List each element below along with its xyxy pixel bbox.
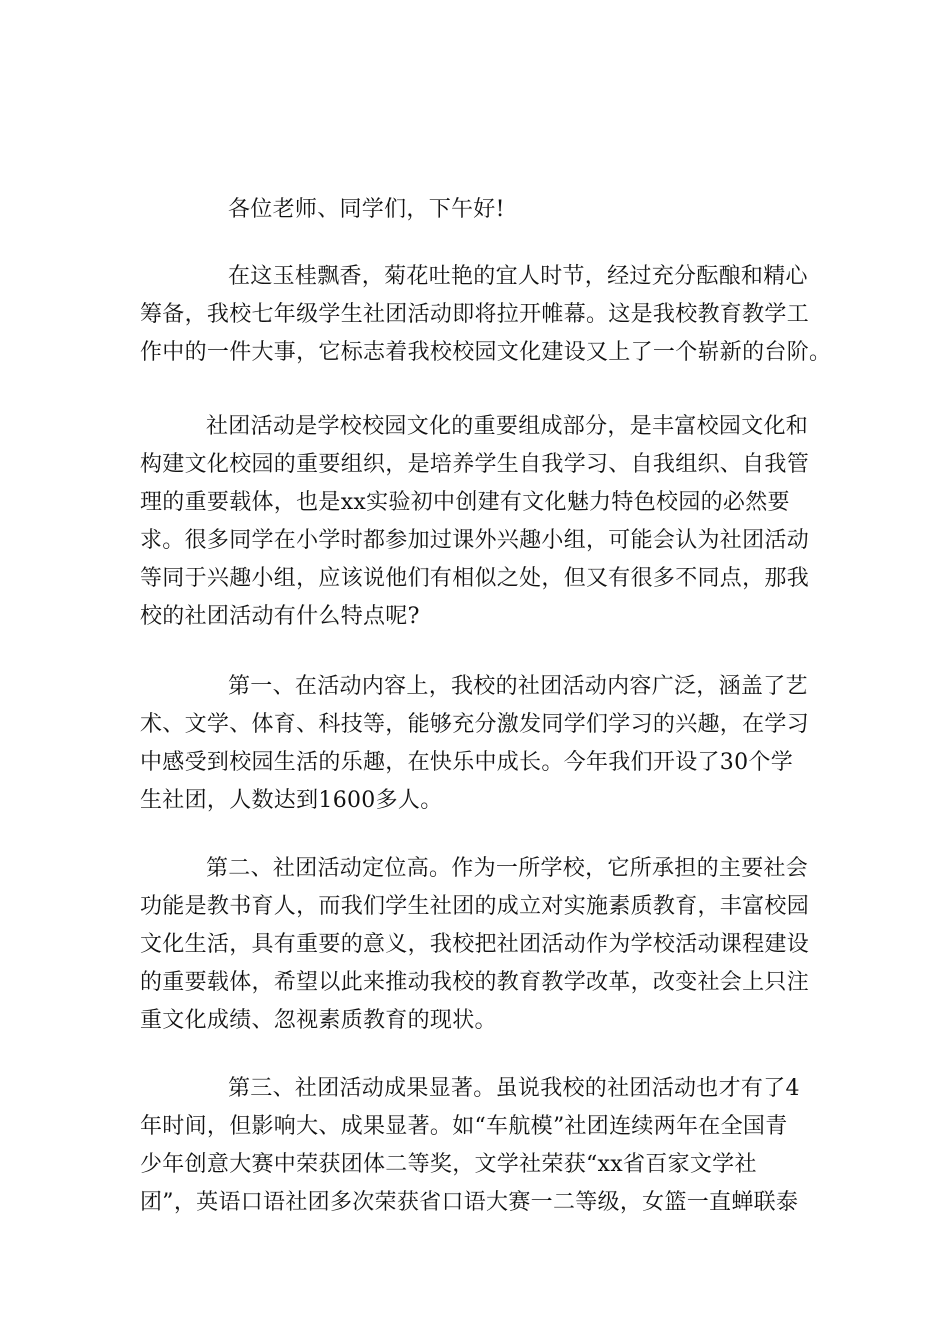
paragraph-line: 术、文学、体育、科技等，能够充分激发同学们学习的兴趣，在学习 [140,712,810,737]
paragraph-point-two [140,850,820,1040]
paragraph-line: 在这玉桂飘香，菊花吐艳的宜人时节，经过充分酝酿和精心 [228,264,808,289]
paragraph-point-one [140,668,820,820]
greeting-line: 各位老师、同学们，下午好! [228,197,505,222]
greeting [140,191,820,229]
paragraph-club-overview [140,408,820,636]
paragraph-line: 年时间，但影响大、成果显著。如“车航模”社团连续两年在全国青 [140,1114,788,1139]
paragraph-line: 团”，英语口语社团多次荣获省口语大赛一二等级，女篮一直蝉联泰 [140,1190,799,1215]
paragraph-intro [140,258,832,372]
paragraph-line: 社团活动是学校校园文化的重要组成部分，是丰富校园文化和 [206,414,809,439]
paragraph-line: 校的社团活动有什么特点呢? [140,604,420,629]
paragraph-line: 构建文化校园的重要组织，是培养学生自我学习、自我组织、自我管 [140,452,810,477]
paragraph-line: 中感受到校园生活的乐趣，在快乐中成长。今年我们开设了30个学 [140,750,793,775]
paragraph-line: 第三、社团活动成果显著。虽说我校的社团活动也才有了4 [228,1076,800,1101]
paragraph-line: 第一、在活动内容上，我校的社团活动内容广泛，涵盖了艺 [228,674,808,699]
paragraph-line: 功能是教书育人，而我们学生社团的成立对实施素质教育，丰富校园 [140,894,810,919]
paragraph-line: 重文化成绩、忽视素质教育的现状。 [140,1008,497,1033]
paragraph-point-three [140,1070,820,1222]
paragraph-line: 等同于兴趣小组，应该说他们有相似之处，但又有很多不同点，那我 [140,566,810,591]
paragraph-line: 作中的一件大事，它标志着我校校园文化建设又上了一个崭新的台阶。 [140,340,832,365]
paragraph-line: 少年创意大赛中荣获团体二等奖，文学社荣获“xx省百家文学社 [140,1152,757,1177]
paragraph-line: 的重要载体，希望以此来推动我校的教育教学改革，改变社会上只注 [140,970,810,995]
paragraph-line: 第二、社团活动定位高。作为一所学校，它所承担的主要社会 [206,856,809,881]
paragraph-line: 生社团，人数达到1600多人。 [140,788,443,813]
paragraph-line: 求。很多同学在小学时都参加过课外兴趣小组，可能会认为社团活动 [140,528,810,553]
paragraph-line: 理的重要载体，也是xx实验初中创建有文化魅力特色校园的必然要 [140,490,790,515]
paragraph-line: 文化生活，具有重要的意义，我校把社团活动作为学校活动课程建设 [140,932,810,957]
paragraph-line: 筹备，我校七年级学生社团活动即将拉开帷幕。这是我校教育教学工 [140,302,810,327]
